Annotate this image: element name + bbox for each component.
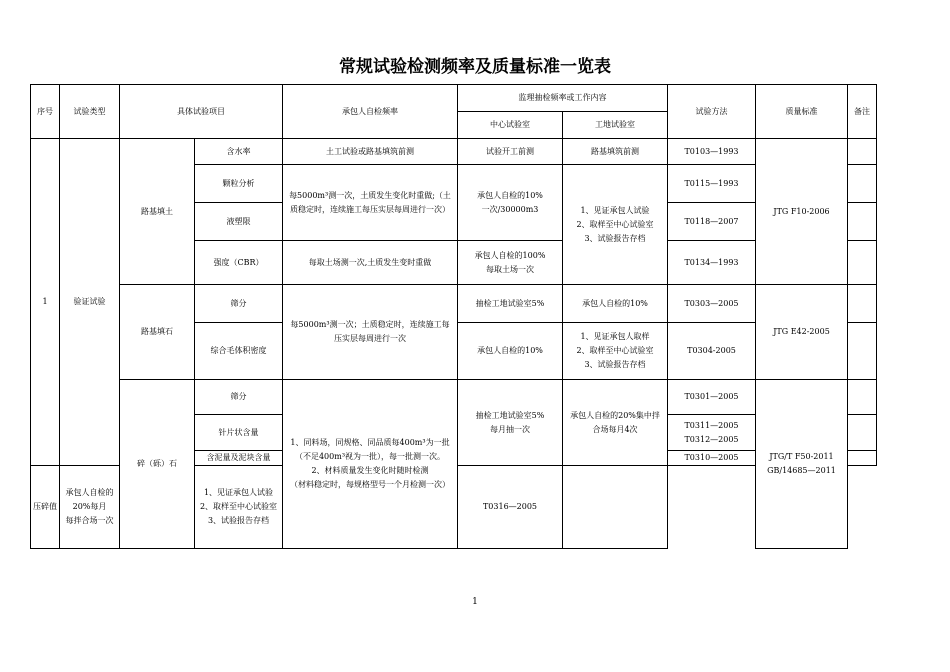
header-central-lab: 中心试验室 bbox=[458, 112, 563, 139]
item-liquid: 液塑限 bbox=[195, 203, 283, 241]
moisture-contractor: 土工试验或路基填筑前测 bbox=[283, 139, 458, 165]
cbr-central: 承包人自检的100% 每取土场一次 bbox=[458, 241, 563, 285]
item-mud: 含泥量及泥块含量 bbox=[195, 451, 283, 466]
item-grain: 颗粒分析 bbox=[195, 165, 283, 203]
cbr-method: T0134—1993 bbox=[668, 241, 756, 285]
table-row bbox=[31, 139, 877, 165]
header-row-1 bbox=[31, 85, 877, 112]
item-gravel-sieve: 筛分 bbox=[195, 380, 283, 415]
table-row bbox=[31, 380, 877, 415]
document-title: 常规试验检测频率及质量标准一览表 bbox=[339, 57, 611, 77]
category-soil: 路基填土 bbox=[120, 139, 195, 285]
page-number: 1 bbox=[472, 597, 478, 607]
grain-method: T0115—1993 bbox=[668, 165, 756, 203]
item-stone-sieve: 筛分 bbox=[195, 285, 283, 323]
stone-sieve-central: 抽检工地试验室5% bbox=[458, 285, 563, 323]
category-gravel: 碎（砾）石 bbox=[120, 380, 195, 549]
header-supervision: 监理抽检频率或工作内容 bbox=[458, 85, 668, 112]
crush-site: 1、见证承包人试验 2、取样至中心试验室 3、试验报告存档 bbox=[195, 466, 283, 549]
gravel-central-upper: 抽检工地试验室5% 每月抽一次 bbox=[458, 380, 563, 466]
header-method: 试验方法 bbox=[668, 85, 756, 139]
remark-cell bbox=[848, 380, 877, 415]
header-test-type: 试验类型 bbox=[60, 85, 120, 139]
remark-cell bbox=[563, 466, 668, 549]
item-flaky: 针片状含量 bbox=[195, 415, 283, 451]
gravel-standard: JTG/T F50-2011 GB/14685—2011 bbox=[756, 380, 848, 549]
row-test-type: 验证试验 bbox=[60, 139, 120, 466]
remark-cell bbox=[848, 285, 877, 323]
mud-method: T0310—2005 bbox=[668, 451, 756, 466]
soil-standard: JTG F10-2006 bbox=[756, 139, 848, 285]
item-moisture: 含水率 bbox=[195, 139, 283, 165]
density-site: 1、见证承包人取样 2、取样至中心试验室 3、试验报告存档 bbox=[563, 323, 668, 380]
crush-method: T0316—2005 bbox=[458, 466, 563, 549]
header-contractor-freq: 承包人自检频率 bbox=[283, 85, 458, 139]
table-row bbox=[31, 285, 877, 323]
header-remark: 备注 bbox=[848, 85, 877, 139]
remark-cell bbox=[848, 165, 877, 203]
remark-cell bbox=[848, 415, 877, 451]
cbr-contractor: 每取土场测一次,土质发生变时重做 bbox=[283, 241, 458, 285]
category-stone: 路基填石 bbox=[120, 285, 195, 380]
item-crush: 压碎值 bbox=[31, 466, 60, 549]
crush-central: 承包人自检的20%每月 每拌合场一次 bbox=[60, 466, 120, 549]
stone-standard: JTG E42-2005 bbox=[756, 285, 848, 380]
moisture-site: 路基填筑前测 bbox=[563, 139, 668, 165]
gravel-sieve-method: T0301—2005 bbox=[668, 380, 756, 415]
soil-site-block: 1、见证承包人试验 2、取样至中心试验室 3、试验报告存档 bbox=[563, 165, 668, 285]
flaky-method: T0311—2005 T0312—2005 bbox=[668, 415, 756, 451]
grain-liquid-contractor: 每5000m³测一次，土质发生变化时重做;（土 质稳定时，连续施工每压实层每周进行一次） bbox=[283, 165, 458, 241]
remark-cell bbox=[848, 241, 877, 285]
density-central: 承包人自检的10% bbox=[458, 323, 563, 380]
density-method: T0304-2005 bbox=[668, 323, 756, 380]
header-test-item: 具体试验项目 bbox=[120, 85, 283, 139]
remark-cell bbox=[848, 323, 877, 380]
remark-cell bbox=[848, 203, 877, 241]
header-site-lab: 工地试验室 bbox=[563, 112, 668, 139]
header-standard: 质量标准 bbox=[756, 85, 848, 139]
liquid-method: T0118—2007 bbox=[668, 203, 756, 241]
item-density: 综合毛体积密度 bbox=[195, 323, 283, 380]
grain-liquid-central: 承包人自检的10% 一次/30000m3 bbox=[458, 165, 563, 241]
stone-sieve-site: 承包人自检的10% bbox=[563, 285, 668, 323]
remark-cell bbox=[848, 139, 877, 165]
row-seq: 1 bbox=[31, 139, 60, 466]
item-cbr: 强度（CBR） bbox=[195, 241, 283, 285]
remark-cell bbox=[848, 451, 877, 466]
moisture-central: 试验开工前测 bbox=[458, 139, 563, 165]
quality-standards-table bbox=[30, 84, 877, 549]
gravel-site-upper: 承包人自检的20%集中拌 合场每月4次 bbox=[563, 380, 668, 466]
gravel-contractor: 1、同料场，同规格、同品质每400m³为一批 （不足400m³视为一批），每一批测一次。 2、材料质量发生变化时随时检测 （材料稳定时，每规格型号一个月检测一次） bbox=[283, 380, 458, 549]
header-seq: 序号 bbox=[31, 85, 60, 139]
moisture-method: T0103—1993 bbox=[668, 139, 756, 165]
stone-contractor: 每5000m³测一次；土质稳定时，连续施工每 压实层每周进行一次 bbox=[283, 285, 458, 380]
stone-sieve-method: T0303—2005 bbox=[668, 285, 756, 323]
